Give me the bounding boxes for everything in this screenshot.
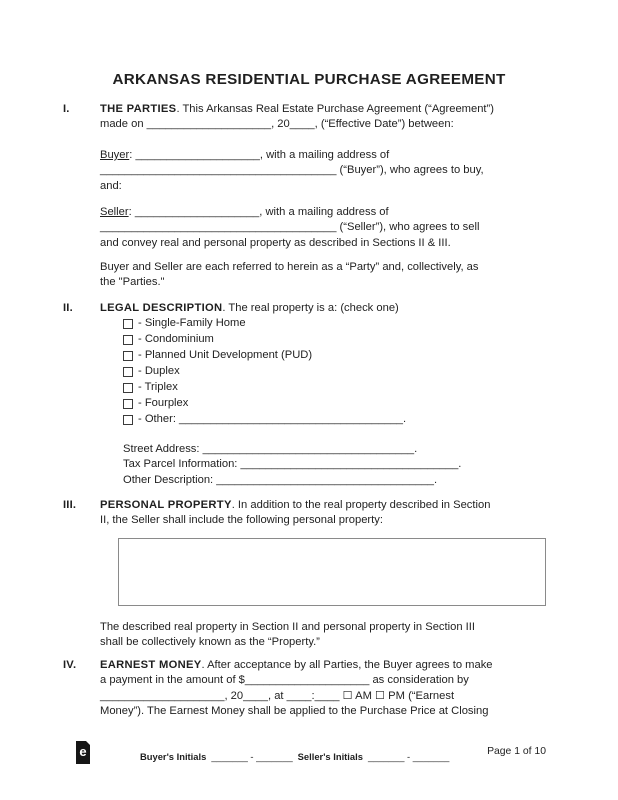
text-line: ______________________________________ (“Seller”), who agrees to sell — [100, 221, 480, 234]
checkbox-label: - Other: ____________________________________. — [138, 413, 407, 426]
checkbox-option-single-family — [123, 316, 406, 332]
text-line-am-pm-checkboxes: ____________________, 20____, at ____:____ ☐ AM ☐ PM (“Earnest — [100, 689, 455, 702]
text-line: ______________________________________ (“Buyer”), who agrees to buy, — [100, 164, 484, 177]
text-line: shall be collectively known as the “Property.” — [100, 636, 320, 649]
section-personal-body — [100, 498, 490, 529]
text-segment: : ____________________, with a mailing address of — [129, 149, 390, 161]
checkbox-icon[interactable] — [123, 383, 133, 393]
personal-property-input-box[interactable] — [118, 538, 546, 606]
checkbox-label: - Single-Family Home — [138, 317, 246, 330]
section-heading: LEGAL DESCRIPTION — [100, 302, 223, 314]
text-line: The described real property in Section II and personal property in Section III — [100, 621, 475, 633]
checkbox-option-triplex — [123, 380, 406, 396]
property-note-paragraph — [100, 620, 475, 651]
text-line — [100, 205, 479, 220]
document-title: ARKANSAS RESIDENTIAL PURCHASE AGREEMENT — [112, 71, 506, 88]
checkbox-label: - Fourplex — [138, 397, 189, 410]
property-type-checkbox-list — [123, 316, 406, 428]
checkbox-label: - Condominium — [138, 333, 214, 346]
checkbox-option-pud — [123, 348, 406, 364]
checkbox-icon[interactable] — [123, 335, 133, 345]
text-segment: . This Arkansas Real Estate Purchase Agreement (“Agreement”) — [176, 103, 494, 115]
text-segment: . After acceptance by all Parties, the Buyer agrees to make — [201, 659, 493, 671]
section-earnest-body — [100, 658, 493, 719]
text-line — [100, 301, 399, 316]
tax-parcel-line: Tax Parcel Information: ___________________________________. — [123, 458, 462, 471]
section-number: IV. — [63, 659, 77, 671]
checkbox-icon[interactable] — [123, 367, 133, 377]
text-segment: . In addition to the real property described in Section — [231, 499, 491, 511]
street-address-line: Street Address: __________________________________. — [123, 443, 418, 455]
section-number: II. — [63, 302, 73, 314]
section-heading: THE PARTIES — [100, 103, 177, 115]
text-line — [100, 498, 490, 513]
checkbox-option-other — [123, 412, 406, 428]
checkbox-option-fourplex — [123, 396, 406, 412]
seller-paragraph — [100, 205, 479, 251]
parties-collective-paragraph — [100, 260, 479, 291]
checkbox-label: - Duplex — [138, 365, 180, 378]
section-heading: EARNEST MONEY — [100, 659, 202, 671]
other-description-line: Other Description: ___________________________________. — [123, 473, 438, 486]
text-line — [100, 102, 494, 117]
checkbox-icon[interactable] — [123, 415, 133, 425]
logo-letter: e — [79, 744, 87, 759]
text-line: made on ____________________, 20____, (“Effective Date”) between: — [100, 118, 454, 131]
eforms-logo — [76, 741, 90, 764]
sellers-initials-label: Seller's Initials — [297, 751, 363, 762]
text-line: Money”). The Earnest Money shall be applied to the Purchase Price at Closing — [100, 704, 489, 717]
text-line: and: — [100, 179, 122, 192]
checkbox-option-duplex — [123, 364, 406, 380]
text-segment: . The real property is a: (check one) — [222, 302, 399, 314]
text-line: a payment in the amount of $____________________ as consideration by — [100, 674, 469, 687]
text-line: Buyer and Seller are each referred to herein as a “Party” and, collectively, as — [100, 261, 479, 273]
checkbox-option-condominium — [123, 332, 406, 348]
section-number: I. — [63, 103, 70, 115]
buyer-paragraph — [100, 148, 484, 194]
section-legal-description — [63, 301, 399, 316]
section-parties-body — [100, 102, 494, 133]
text-line — [100, 148, 484, 163]
text-line: II, the Seller shall include the following personal property: — [100, 514, 383, 527]
buyers-initials-label: Buyer's Initials — [140, 751, 207, 762]
text-segment: : ____________________, with a mailing address of — [128, 206, 389, 218]
checkbox-label: - Triplex — [138, 381, 178, 394]
seller-label: Seller — [100, 206, 129, 218]
section-parties — [63, 102, 494, 133]
checkbox-icon[interactable] — [123, 399, 133, 409]
section-personal-property — [63, 498, 490, 529]
section-number: III. — [63, 499, 77, 511]
checkbox-icon[interactable] — [123, 351, 133, 361]
checkbox-icon[interactable] — [123, 319, 133, 329]
checkbox-label: - Planned Unit Development (PUD) — [138, 349, 313, 362]
footer-initials — [140, 751, 454, 763]
page-number: Page 1 of 10 — [487, 746, 546, 757]
text-line — [100, 658, 493, 673]
buyer-label: Buyer — [100, 149, 130, 161]
text-line: and convey real and personal property as described in Sections II & III. — [100, 236, 451, 249]
section-heading: PERSONAL PROPERTY — [100, 499, 232, 511]
property-address-lines — [123, 442, 461, 488]
buyers-initials-blanks: _______ - _______ — [211, 751, 293, 762]
section-earnest-money — [63, 658, 493, 719]
section-legal-body — [100, 301, 399, 316]
sellers-initials-blanks: _______ - _______ — [367, 751, 450, 762]
text-line: the "Parties." — [100, 276, 165, 289]
